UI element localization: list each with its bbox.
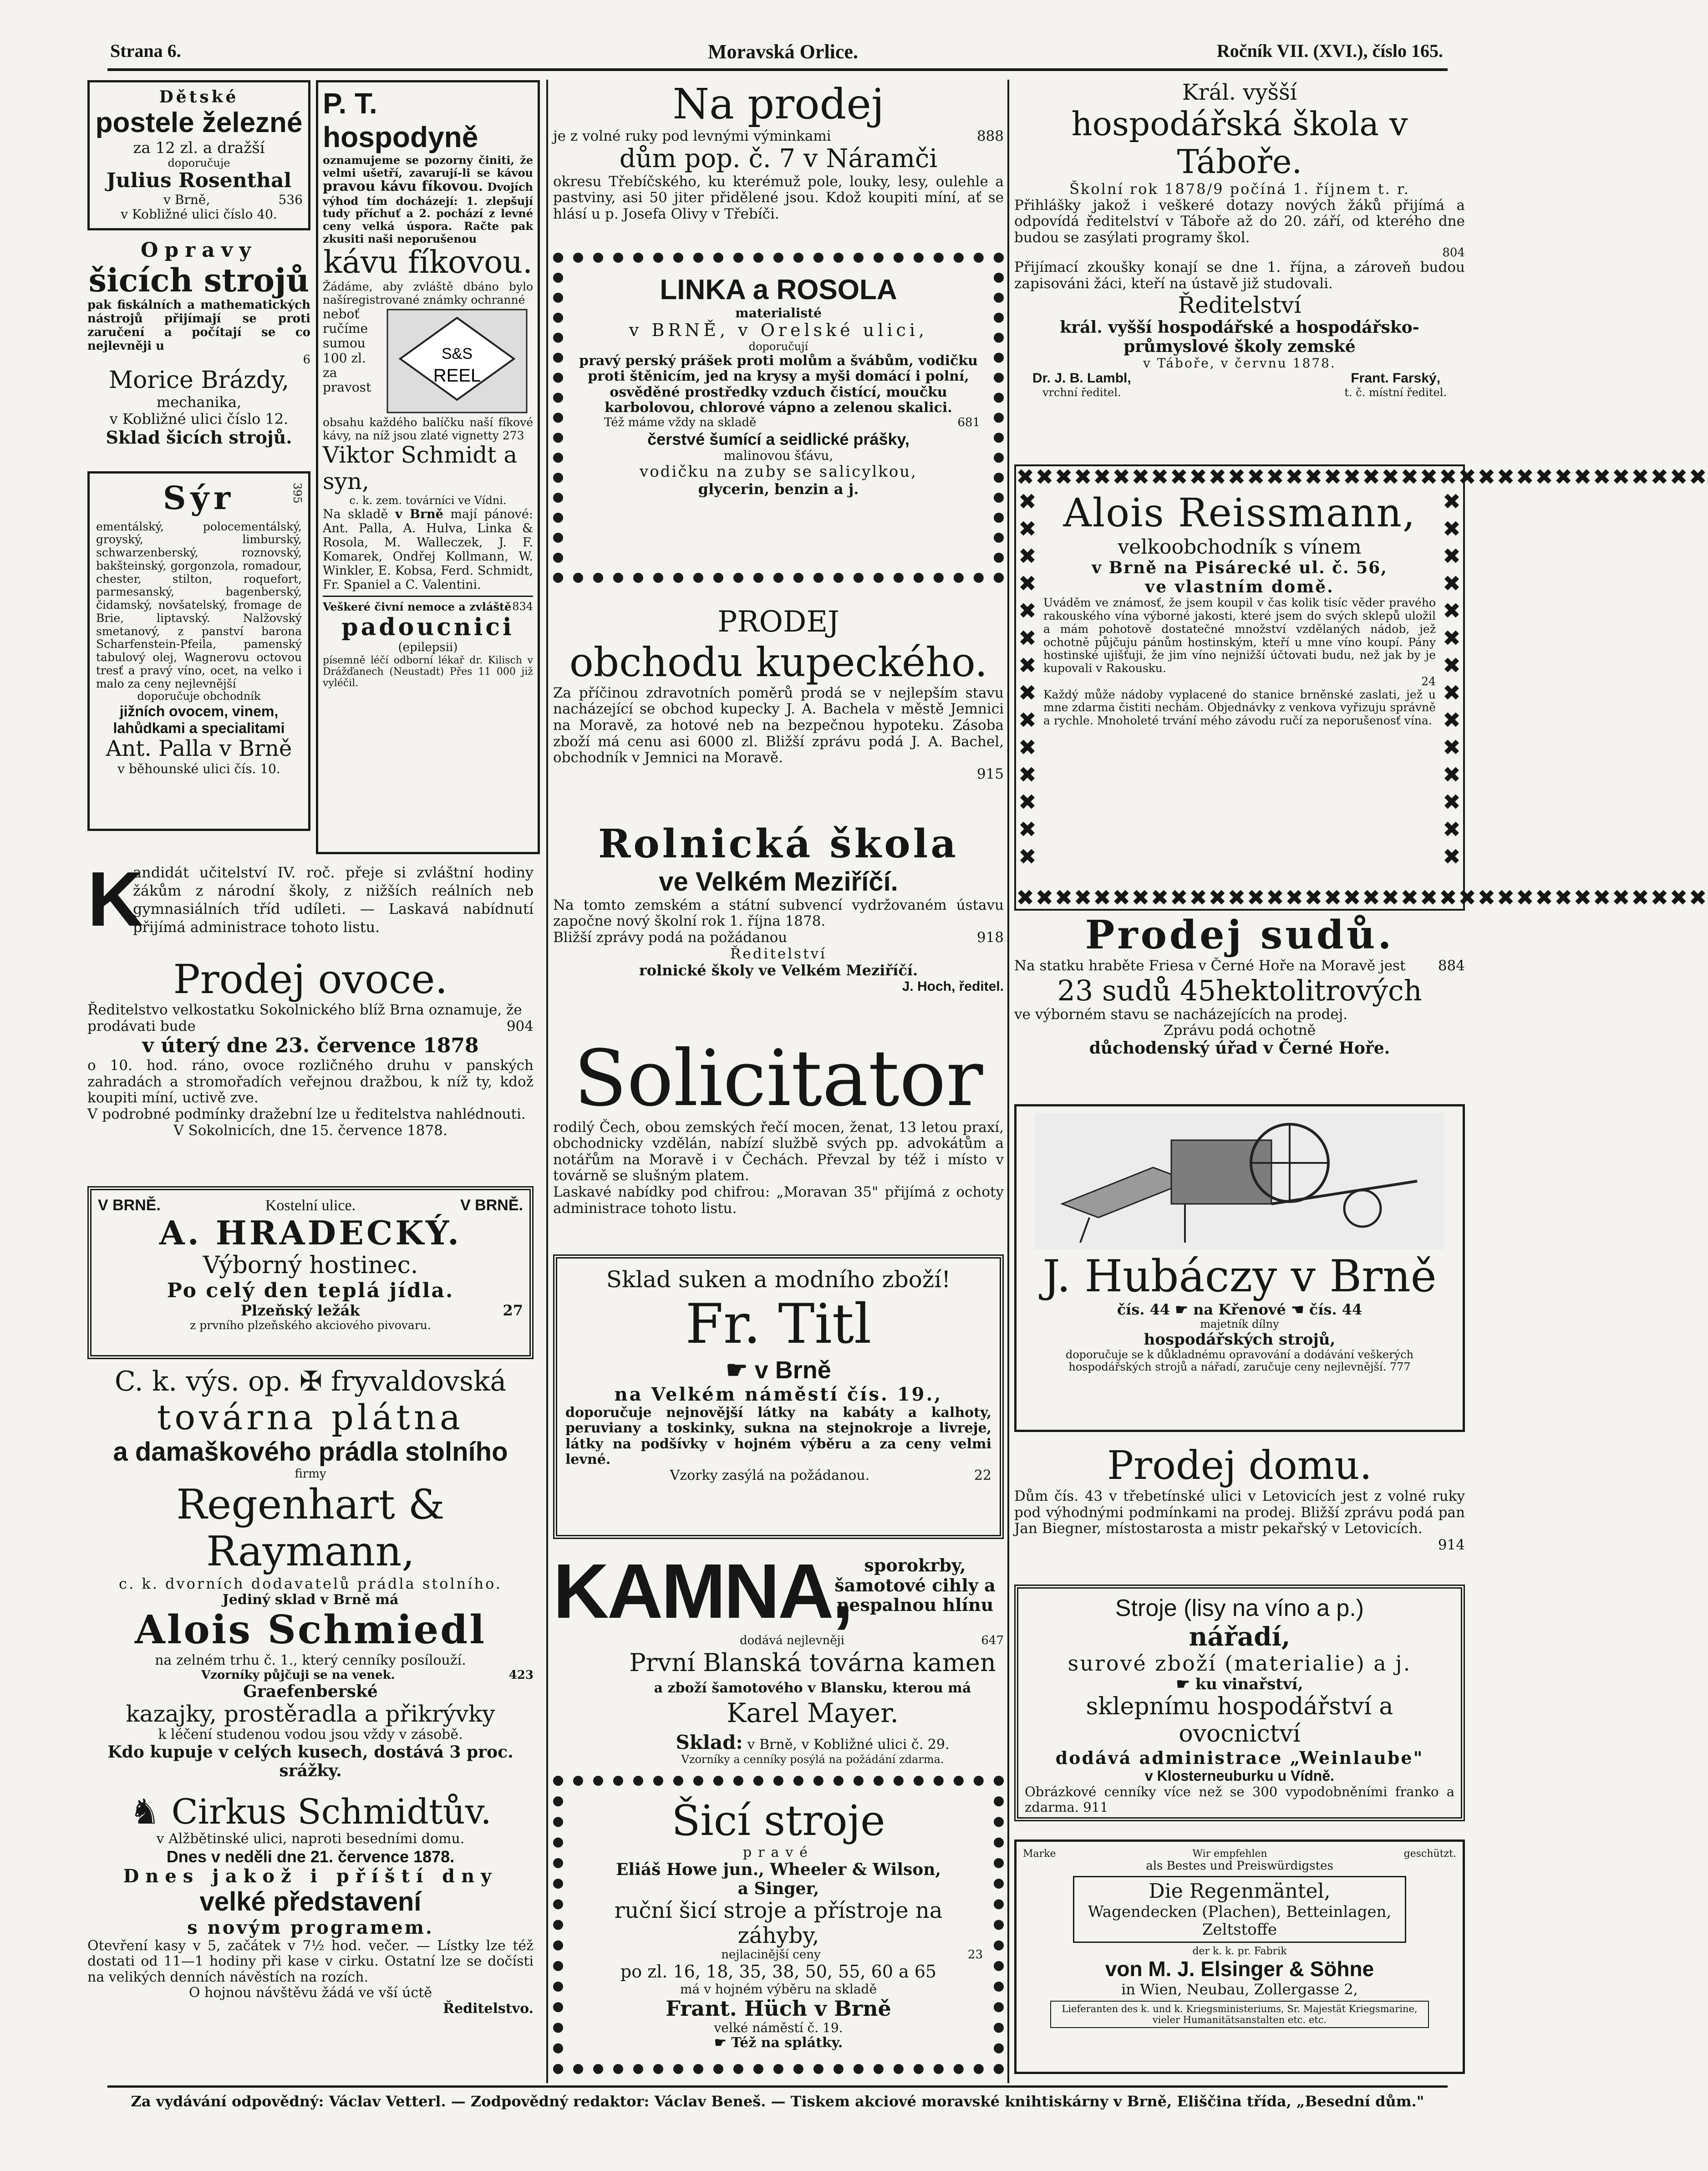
ad-syr-body: ementálský, polocementálský, groyský, limburský, schwarzenberský, roznovský, bakšteinský, gorgonzola, romadour, chester, stilton, roquefort, parmesanský, bagenberský, čidamský, novšatelský, fromage de Brie, liptavský. Nalžovský smetanový, z panství barona Scharfenstein-Pfeila, pamenský tabulový olej, Wagnerovu octovou tresť a pravý víno, ocet, na velko i malo za ceny nejlevnější	[96, 520, 302, 690]
ad-elsinger-product: Die Regenmäntel,	[1149, 1880, 1331, 1903]
ad-regenhart-firm2: Alois Schmiedl	[135, 1607, 486, 1653]
ad-hospodyne-text: obsahu každého balíčku naší fíkové kávy, na níž jsou zlaté vignetty	[323, 415, 533, 442]
ornament-border-top: ✖✖✖✖✖✖✖✖✖✖✖✖✖✖✖✖✖✖✖✖✖✖✖✖✖✖✖✖✖✖✖✖✖✖✖✖	[1016, 464, 1708, 490]
ad-regenhart-line: c. k. dvorních dodavatelů prádla stolního.	[119, 1575, 502, 1592]
ad-naprodej	[553, 80, 1004, 230]
ad-padoucnici-title: padoucnici	[341, 613, 514, 641]
pointing-hand-icon: ☛	[714, 2035, 727, 2051]
ad-hospodyne-title: P. T. hospodyně	[323, 87, 478, 153]
ad-syr-firm: Ant. Palla v Brně	[106, 736, 292, 762]
ad-stroje-address: v Klosterneuburku u Vídně.	[1144, 1768, 1335, 1784]
ad-hospodyne-text: Veškeré čivní nemoce a zvláště	[323, 600, 512, 614]
trademark-text: REEL	[433, 365, 481, 386]
ad-hubaczy	[1014, 1104, 1465, 1432]
ad-sici-brands: a Singer,	[737, 1879, 819, 1898]
ad-titl-line: Sklad suken a modního zboží!	[606, 1266, 951, 1293]
ad-kamna-title: KAMNA,	[553, 1548, 852, 1635]
ad-hospodyne-text: neboť ručíme sumou 100 zl. za pravost	[323, 306, 371, 395]
ad-linka	[553, 253, 1004, 583]
ad-postele-line: doporučuje	[168, 156, 230, 169]
ad-titl-line: na Velkém náměstí čís. 19.,	[614, 1383, 943, 1405]
trademark-text: S&S	[441, 345, 473, 362]
ad-hradecky-line: V BRNĚ.	[460, 1197, 523, 1214]
ad-rolnicka-title: Rolnická škola	[598, 821, 959, 867]
ad-linka-line: v BRNĚ, v Orelské ulici,	[629, 320, 928, 341]
ad-ovoce-line: V podrobné podmínky dražební lze u ředitelstva nahlédnouti.	[87, 1106, 526, 1122]
ad-hubaczy-line: na Křenové	[1193, 1301, 1286, 1319]
ad-kamna-line: Sklad:	[676, 1731, 743, 1753]
ad-hospodyne-text: Dvojích výhod tím docházejí: 1. zlepšují tudy příchuť a 2. pochází z levné ceny velká úspora. Račte pak zkusiti naši neporušenou	[323, 180, 534, 245]
machine-body	[1171, 1140, 1271, 1204]
ad-hospodyne-text: v Brně	[395, 507, 443, 522]
ad-prodej-obchodu-title: obchodu kupeckého.	[569, 638, 988, 686]
ad-tabor-line: Školní rok 1878/9 počíná 1. říjnem t. r.	[1069, 180, 1410, 198]
ad-titl-body: doporučuje nejnovější látky na kabáty a kalhoty, peruviany a toskinky, sukna na stejnokroje a livreje, látky na podšívky v hojném výběru a za ceny velmi levné.	[565, 1404, 991, 1468]
ad-cirkus-line: O hojnou návštěvu žádá ve vší úctě	[188, 1985, 432, 2001]
ad-linka-products: pravý perský prášek proti molům a švábům, vodičku proti štěnicím, jed na krysy a myši domácí i polní, osvěděné prostředky vzduch čistící, moučku karbolovou, chlorové vápno a zelenou skalici.	[579, 352, 978, 416]
ad-opravy	[87, 239, 310, 462]
ad-hospodyne-text: oznamujeme se pozorny činiti, že velmi ušetří, zavarují-li se kávou	[323, 153, 533, 179]
page-number: Strana 6.	[110, 41, 181, 61]
ad-sici-line: pravé	[742, 1844, 814, 1860]
ad-sici-line: nejlacinější ceny	[721, 1948, 821, 1962]
ad-stroje-line: surové zboží (materialie) a j.	[1068, 1651, 1412, 1676]
ad-syr-title: Sýr	[163, 479, 235, 517]
ad-regenhart-title: továrna plátna	[157, 1397, 464, 1437]
ad-sudu-title: Prodej sudů.	[1085, 912, 1394, 958]
ad-sici-brands: Eliáš Howe jun., Wheeler & Wilson,	[615, 1860, 941, 1880]
ad-reissmann-address: v Brně na Pisárecké ul. č. 56,	[1092, 558, 1388, 578]
ad-cirkus-signature: Ředitelstvo.	[443, 2000, 534, 2017]
ad-kandidat-initial: K	[87, 856, 143, 943]
ad-prodej-obchodu	[553, 606, 1004, 810]
ad-elsinger-line: Wir empfehlen	[1192, 1848, 1267, 1860]
ad-cirkus-line: Dnes v neděli dne 21. července 1878.	[166, 1847, 455, 1866]
imprint-footer: Za vydávání odpovědný: Václav Vetterl. — Zodpovědný redaktor: Václav Beneš. — Tiskem akciové moravské knihtiskárny v Brně, Eliščina třída, „Besední dům."	[131, 2093, 1424, 2110]
ad-regenhart-firm: Regenhart & Raymann,	[176, 1480, 445, 1576]
ad-domu-body: Dům čís. 43 v třebetínské ulici v Letovicích jest z volné ruky pod výhodnými podmínkami na prodej. Bližší zprávu podá pan Jan Biegner, místostarosta a mistr pekařský v Letovicích.	[1014, 1488, 1465, 1537]
ad-tabor-line: t. č. místní ředitel.	[1344, 386, 1447, 399]
ad-kamna-line: sporokrby, šamotové cihly a nespalnou hlínu	[834, 1555, 996, 1616]
header-rule	[107, 68, 1448, 71]
ad-sici-title: Šicí stroje	[671, 1796, 885, 1845]
ad-postele-firm: Julius Rosenthal	[106, 169, 292, 193]
ad-tabor-body: Přijímací zkoušky konají se dne 1. října, a zároveň budou zapisováni žáci, kteří na ústavě již studovali.	[1014, 259, 1465, 292]
ad-reissmann-body: Uváděm ve známosť, že jsem koupil v čas kolik tisíc věder pravého rakouského vína výborné jakosti, které jsem do svých sklepů uložil a mám pohotově dostatečné množství vzdělaných nádob, jež ochotně půjčuju pánům hostinským, kteří u mne víno koupí. Pány hostinské ujišťuji, že jim víno nejnižší účtovati budu, než jak by je kupovali v Rakousku.	[1043, 596, 1436, 675]
ad-regenhart-line: Jediný sklad v Brně má	[222, 1591, 399, 1608]
ad-hubaczy-firm: J. Hubáczy v Brně	[1042, 1251, 1437, 1302]
ad-number: 395	[291, 483, 304, 504]
ornament-border-left: ✖ ✖ ✖ ✖ ✖ ✖ ✖ ✖ ✖ ✖ ✖ ✖ ✖ ✖	[1018, 489, 1037, 870]
ad-opravy-firm: Morice Brázdy,	[108, 366, 290, 394]
ad-number: 914	[1438, 1536, 1465, 1553]
ad-ovoce-line: V Sokolnicích, dne 15. července 1878.	[173, 1122, 447, 1139]
ad-regenhart-line: kazajky, prostěradla a přikrývky	[126, 1700, 495, 1727]
pointing-hand-icon: ☛	[726, 1356, 748, 1384]
ad-regenhart-line: fryvaldovská	[331, 1366, 507, 1397]
ad-tabor-body: Přihlášky jakož i veškeré dotazy nových žáků přijímá a odpovídá ředitelství v Táboře až do 20. září, od kterého dne budou se zasýlati programy škol.	[1014, 197, 1465, 246]
ad-kandidat-body: andidát učitelství IV. roč. přeje si zvláštní hodiny žákům z národní školy, z nižších reálních neb gymnasiálních tříd udíleti. — Laskavá nabídnutí přijímá administrace tohoto listu.	[133, 864, 534, 936]
ad-sici-line: má v hojném výběru na skladě	[680, 1982, 877, 1997]
ad-sici-line: Též na splátky.	[731, 2035, 843, 2051]
ad-hradecky-line: Kostelní ulice.	[265, 1197, 356, 1214]
pointing-hand-icon: ☚	[1291, 1301, 1304, 1319]
ad-number: 911	[1083, 1799, 1108, 1815]
horse-icon: ♞	[129, 1791, 161, 1832]
ad-naprodej-body: okresu Třebíčského, ku kterémuž pole, louky, lesy, oulehle a pastviny, asi 50 jiter přidělené jsou. Kdož koupiti míní, ať se hlásí u p. Josefa Olivy v Třebíči.	[553, 173, 1004, 223]
ad-titl	[553, 1254, 1004, 1539]
ad-sudu-line: 23 sudů 45hektolitrových	[1057, 973, 1422, 1007]
ad-sici-prices: po zl. 16, 18, 35, 38, 50, 55, 60 a 65	[620, 1962, 937, 1982]
ad-opravy-title: šicích strojů	[88, 261, 310, 299]
ad-hospodyne-text: pravou kávu fíkovou.	[323, 178, 483, 195]
ad-opravy-body: pak fiskálních a mathematických nástrojů přijímají se proti zaručení a počítají se co nejlevněji u	[87, 298, 310, 353]
ad-rolnicka-body: Na tomto zemském a státní subvencí vydržovaném ústavu započne nový školní rok 1. října 1878.	[553, 897, 1004, 930]
ad-elsinger-line: geschützt.	[1403, 1848, 1456, 1860]
ad-kamna	[553, 1548, 1004, 1766]
ad-rolnicka-line: Bližší zprávy podá na požádanou	[553, 929, 788, 946]
ad-reissmann-body: Každý může nádoby vyplacené do stanice brněnské zaslati, jež u mne zdarma čistiti nechám. Objednávky z venkova vyřizuju správně a rychle. Mnoholeté trvání mého závodu ručí za neporušenosť vína.	[1043, 688, 1436, 728]
ad-cirkus-line: v Alžbětinské ulici, naproti besedními domu.	[156, 1831, 465, 1847]
ad-sudu-line: Na statku hraběte Friesa v Černé Hoře na Moravě jest	[1014, 957, 1406, 974]
ad-hubaczy-line: čís. 44	[1117, 1301, 1170, 1319]
ad-kamna-owner: Karel Mayer.	[727, 1697, 899, 1728]
ad-cirkus-title: Cirkus Schmidtův.	[171, 1791, 492, 1832]
ad-hospodyne-text: Žádáme, aby zvláště dbáno bylo našíregistrované známky ochranné	[323, 280, 533, 307]
ad-ovoce-line: Ředitelstvo velkostatku Sokolnického blíž Brna oznamuje, že prodávati bude	[87, 1002, 522, 1035]
ad-postele-address: v Kobližné ulici číslo 40.	[121, 207, 277, 222]
ad-number: 904	[506, 1018, 534, 1035]
ad-number: 915	[976, 765, 1004, 782]
ad-regenhart-line: k léčení studenou vodou jsou vždy v zásobě.	[158, 1727, 463, 1743]
ad-rolnicka-line: ve Velkém Meziříčí.	[659, 866, 898, 897]
ad-ovoce-line: o 10. hod. ráno, ovoce rozličného druhu v panských zahradách a stromořadích veřejnou dražbou, k níž ty, kdož koupiti míní, uctivě zve.	[87, 1057, 534, 1106]
ad-number: 834	[512, 600, 533, 613]
ad-ovoce-date: v úterý dne 23. července 1878	[142, 1034, 479, 1058]
ad-number: 804	[1442, 245, 1465, 260]
ad-reissmann-title: Alois Reissmann,	[1063, 490, 1416, 536]
ad-hubaczy-line: hospodářských strojů,	[1144, 1330, 1336, 1349]
ad-elsinger-line: der k. k. pr. Fabrik	[1192, 1945, 1287, 1957]
ad-naprodej-house: dům pop. č. 7 v Náramči	[619, 144, 938, 174]
ad-hradecky	[87, 1186, 534, 1359]
ad-number: 24	[1421, 674, 1436, 688]
ad-regenhart-line: Graefenberské	[243, 1682, 378, 1701]
ad-hradecky-line: Plzeňský ležák	[240, 1302, 360, 1320]
ad-linka-line: čerstvé šumící a seidlické prášky,	[647, 429, 910, 448]
newspaper-title: Moravská Orlice.	[708, 41, 858, 63]
ad-linka-line: glycerin, benzin a j.	[698, 480, 859, 498]
ad-stroje-line: nářadí,	[1189, 1621, 1291, 1652]
ad-tabor-line: v Táboře, v červnu 1878.	[1143, 355, 1336, 371]
ad-tabor-line: vrchní ředitel.	[1042, 386, 1121, 399]
ad-tabor	[1014, 80, 1465, 472]
ad-sici-address: velké náměstí č. 19.	[714, 2020, 843, 2036]
ad-regenhart-line: Vzorníky půjčuji se na venek.	[201, 1668, 395, 1682]
ad-linka-title: LINKA a ROSOLA	[660, 274, 897, 306]
ad-ovoce-title: Prodej ovoce.	[173, 956, 448, 1003]
ad-sudu-line: ve výborném stavu se nacházejících na prodej.	[1014, 1006, 1348, 1023]
ad-kamna-line: Vzorníky a cenníky posýlá na požádání zdarma.	[681, 1753, 944, 1766]
ad-naprodej-line: je z volné ruky pod levnými výminkami	[553, 127, 831, 144]
ad-number: 273	[502, 428, 524, 442]
ad-number: 918	[976, 929, 1004, 946]
ad-stroje-line: sklepnímu hospodářství a ovocnictví	[1086, 1693, 1393, 1748]
ad-regenhart-line: C. k. výs. op.	[114, 1366, 291, 1397]
farm-machine-illustration	[1035, 1113, 1444, 1249]
ad-kamna-firm: První Blanská továrna kamen	[629, 1648, 996, 1677]
ornament-border-right: ✖ ✖ ✖ ✖ ✖ ✖ ✖ ✖ ✖ ✖ ✖ ✖ ✖ ✖	[1442, 489, 1461, 870]
ad-number: 536	[278, 192, 303, 207]
ad-ovoce	[87, 956, 534, 1184]
ad-hradecky-firm: A. HRADECKÝ.	[159, 1213, 462, 1253]
ad-sudu-block	[1014, 913, 1465, 1077]
ad-hospodyne-text: mají pánové: Ant. Palla, A. Hulva, Linka & Rosola, M. Walleczek, J. F. Komarek, Ondřej Kollmann, W. Winkler, E. Kobsa, Ferd. Schmidt, Fr. Spaniel a C. Valentini.	[323, 507, 533, 592]
ad-rolnicka-line: Ředitelství	[730, 945, 827, 962]
ad-rolnicka-signature: J. Hoch, ředitel.	[902, 978, 1004, 994]
ad-number: 777	[1389, 1361, 1411, 1374]
ad-hospodyne	[316, 80, 540, 854]
pointing-hand-icon: ☛	[1175, 1301, 1188, 1319]
ad-opravy-address: v Kobližné ulici číslo 12.	[109, 410, 289, 428]
ad-kamna-line: a zboží šamotového v Blansku, kterou má	[654, 1680, 971, 1696]
ad-stroje-line: dodává administrace „Weinlaube"	[1055, 1747, 1424, 1768]
ad-elsinger-line: als Bestes und Preiswürdigstes	[1146, 1859, 1333, 1873]
ad-opravy-line: Sklad šicích strojů.	[106, 427, 292, 448]
ad-elsinger-line: Wagendecken (Plachen), Betteinlagen, Zeltstoffe	[1088, 1902, 1392, 1939]
ad-hradecky-line: Výborný hostinec.	[203, 1251, 418, 1279]
ad-tabor-signature: Frant. Farský,	[1351, 371, 1441, 386]
ad-kamna-address: v Brně, v Kobližné ulici č. 29.	[747, 1737, 950, 1753]
ad-postele-title: postele železné	[95, 107, 303, 139]
ad-tabor-line: král. vyšší hospodářské a hospodářsko-průmyslové školy zemské	[1060, 318, 1419, 356]
ad-reissmann	[1014, 464, 1708, 911]
ad-hospodyne-text: (epilepsii)	[398, 640, 458, 654]
ad-rolnicka	[553, 822, 1004, 1029]
ad-titl-line: v Brně	[754, 1356, 831, 1384]
ad-tabor-title: hospodářská škola v Táboře.	[1071, 105, 1408, 181]
ad-number: 23	[967, 1948, 983, 1962]
ad-hubaczy-line: čís. 44	[1309, 1301, 1362, 1319]
ad-stroje-title: Stroje (lisy na víno a p.)	[1115, 1595, 1364, 1621]
ad-tabor-line: Král. vyšší	[1182, 80, 1297, 105]
ad-postele	[87, 80, 310, 230]
ad-stroje-line: ku vinařství,	[1195, 1675, 1303, 1694]
column-rule	[546, 80, 548, 2083]
ad-reissmann-line: velkoobchodník s vínem	[1118, 535, 1362, 559]
ad-rolnicka-line: rolnické školy ve Velkém Meziříčí.	[639, 962, 918, 979]
ad-hospodyne-big: kávu fíkovou.	[323, 245, 533, 281]
ad-number: 884	[1438, 957, 1465, 974]
ad-linka-line: doporučují	[748, 340, 808, 353]
pointing-hand-icon: ☛	[1176, 1675, 1190, 1694]
ad-regenhart-line: na zelném trhu č. 1., který cenníky posílouží.	[155, 1652, 466, 1669]
ad-syr-line: doporučuje obchodník	[137, 690, 261, 703]
ad-number: 22	[974, 1467, 991, 1483]
ad-hubaczy-body: doporučuje se k důkladnému opravování a dodávání veškerých hospodářských strojů a nářadí, zaručuje ceny nejlevnější.	[1065, 1348, 1414, 1374]
issue-info: Ročník VII. (XVI.), číslo 165.	[1216, 41, 1443, 61]
ad-hradecky-line: Po celý den teplá jídla.	[167, 1279, 454, 1302]
ad-kamna-line: dodává nejlevněji	[740, 1634, 844, 1647]
ad-sudu-line: Zprávu podá ochotně	[1163, 1022, 1316, 1039]
ad-regenhart-line: Kdo kupuje v celých kusech, dostává 3 proc. srážky.	[107, 1742, 513, 1781]
ad-number: 27	[503, 1302, 523, 1320]
ad-titl-firm: Fr. Titl	[685, 1292, 872, 1356]
ad-domu	[1014, 1443, 1465, 1575]
ad-hospodyne-text: Na skladě	[323, 507, 388, 522]
ad-number: 681	[957, 415, 980, 429]
ad-number: 647	[981, 1634, 1004, 1647]
ad-sici-firm: Frant. Hüch v Brně	[666, 1996, 891, 2021]
ad-solicitator-title: Solicitator	[574, 1034, 983, 1124]
ad-opravy-line: mechanika,	[156, 393, 242, 411]
ad-elsinger-line: Lieferanten des k. und k. Kriegsministeriums, Sr. Majestät Kriegsmarine, vieler Humanitätsanstalten etc. etc.	[1050, 2001, 1429, 2028]
ad-number: 888	[976, 127, 1004, 144]
ad-linka-line: materialisté	[735, 306, 822, 321]
ad-hospodyne-text: písemně léčí odborní lékař dr. Kilisch v Drážďanech (Neustadt) Přes 11 000 již vyléčil.	[323, 654, 533, 689]
ad-titl-line: Vzorky zasýlá na požádanou.	[670, 1467, 870, 1483]
ad-number: 423	[508, 1668, 534, 1682]
ad-cirkus-line: velké představení	[199, 1887, 422, 1917]
ad-number: 6	[303, 352, 310, 367]
ad-hradecky-line: z prvního plzeňského akciového pivovaru.	[190, 1319, 431, 1332]
ad-hradecky-line: V BRNĚ.	[98, 1197, 161, 1214]
eagle-emblem-icon: ✠	[299, 1366, 323, 1397]
ad-tabor-line: Ředitelství	[1178, 291, 1301, 318]
ad-hubaczy-line: majetník dílny	[1200, 1318, 1279, 1331]
column-rule	[1007, 80, 1009, 2083]
ad-sici-line: ruční šicí stroje a přístroje na záhyby,	[614, 1898, 943, 1949]
ad-naprodej-title: Na prodej	[672, 80, 884, 128]
ad-hospodyne-text: c. k. zem. továrníci ve Vídni.	[349, 494, 507, 507]
ad-kandidat	[87, 856, 534, 952]
ad-prodej-obchodu-body: Za příčinou zdravotních poměrů prodá se v nejlepším stavu nacházející se obchod kupecky J. A. Bachela v městě Jemnici na Moravě, za hotové neb na bezpečnou hypoteku. Zásoba zboží má cenu asi 6000 zl. Bližší zprávu podá J. A. Bachel, obchodník v Jemnici na Moravě.	[553, 684, 1004, 766]
ad-syr-line: lahůdkami a specialitami	[113, 719, 285, 736]
ornament-border-bottom: ✖✖✖✖✖✖✖✖✖✖✖✖✖✖✖✖✖✖✖✖✖✖✖✖✖✖✖✖✖✖✖✖✖✖✖✖	[1016, 885, 1708, 911]
ad-sici	[553, 1776, 1004, 2074]
ad-solicitator-line: Laskavé nabídky pod chifrou: „Moravan 35" přijímá z ochoty administrace tohoto listu.	[553, 1184, 1004, 1217]
ad-elsinger	[1014, 1840, 1465, 2074]
ad-sudu-line: důchodenský úřad v Černé Hoře.	[1089, 1039, 1390, 1058]
ad-postele-line: Dětské	[159, 87, 239, 107]
footer-rule	[107, 2085, 1448, 2088]
ad-elsinger-firm: von M. J. Elsinger & Söhne	[1105, 1957, 1374, 1981]
ad-solicitator-body: rodilý Čech, obou zemských řečí mocen, ženat, 13 letou praxí, obchodnicky vzdělán, nabízí službě svých pp. advokátům a notářům na Moravě i v Čechách. Převzal by též i místo v továrně se slušným platem.	[553, 1119, 1004, 1184]
ad-reissmann-line: ve vlastním domě.	[1145, 577, 1334, 596]
ad-stroje	[1014, 1585, 1465, 1821]
ad-regenhart-line: a damaškového prádla stolního	[113, 1437, 508, 1467]
trademark-logo	[386, 309, 528, 413]
ad-stroje-body: Obrázkové cenníky více než se 300 vypodobněními franko a zdarma.	[1025, 1784, 1454, 1815]
ad-cirkus	[87, 1792, 534, 2074]
ad-cirkus-line: s novým programem.	[187, 1916, 434, 1938]
ad-linka-line: Též máme vždy na skladě	[604, 415, 757, 429]
ad-cirkus-line: Otevření kasy v 5, začátek v 7½ hod. večer. — Lístky lze též dostati od 11—1 hodiny při kase v cirku. Ostatní lze se dočísti na velikých denních návěstích na rozích.	[87, 1937, 534, 1985]
ad-linka-line: vodičku na zuby se salicylkou,	[640, 463, 917, 481]
ad-domu-title: Prodej domu.	[1107, 1443, 1372, 1488]
ad-regenhart-line: firmy	[295, 1467, 326, 1481]
ad-postele-line: v Brně,	[163, 192, 210, 207]
ad-solicitator	[553, 1034, 1004, 1238]
ad-prodej-obchodu-line: PRODEJ	[717, 605, 839, 639]
ad-syr-line: jižních ovocem, vinem,	[119, 703, 279, 719]
ad-cirkus-line: Dnes jakož i příští dny	[123, 1865, 498, 1887]
ad-elsinger-address: in Wien, Neubau, Zollergasse 2,	[1121, 1981, 1358, 1998]
ad-linka-line: malinovou šťávu,	[723, 448, 834, 464]
ad-syr	[87, 471, 310, 831]
ad-tabor-signature: Dr. J. B. Lambl,	[1032, 371, 1131, 386]
ad-syr-address: v běhounské ulici čís. 10.	[117, 761, 280, 776]
ad-opravy-line: Opravy	[141, 239, 257, 262]
ad-postele-line: za 12 zl. a dražší	[133, 138, 265, 157]
divider	[323, 596, 533, 597]
ad-elsinger-line: Marke	[1023, 1848, 1056, 1860]
ad-regenhart	[87, 1366, 534, 1781]
ad-hospodyne-firm: Viktor Schmidt a syn,	[323, 442, 518, 494]
